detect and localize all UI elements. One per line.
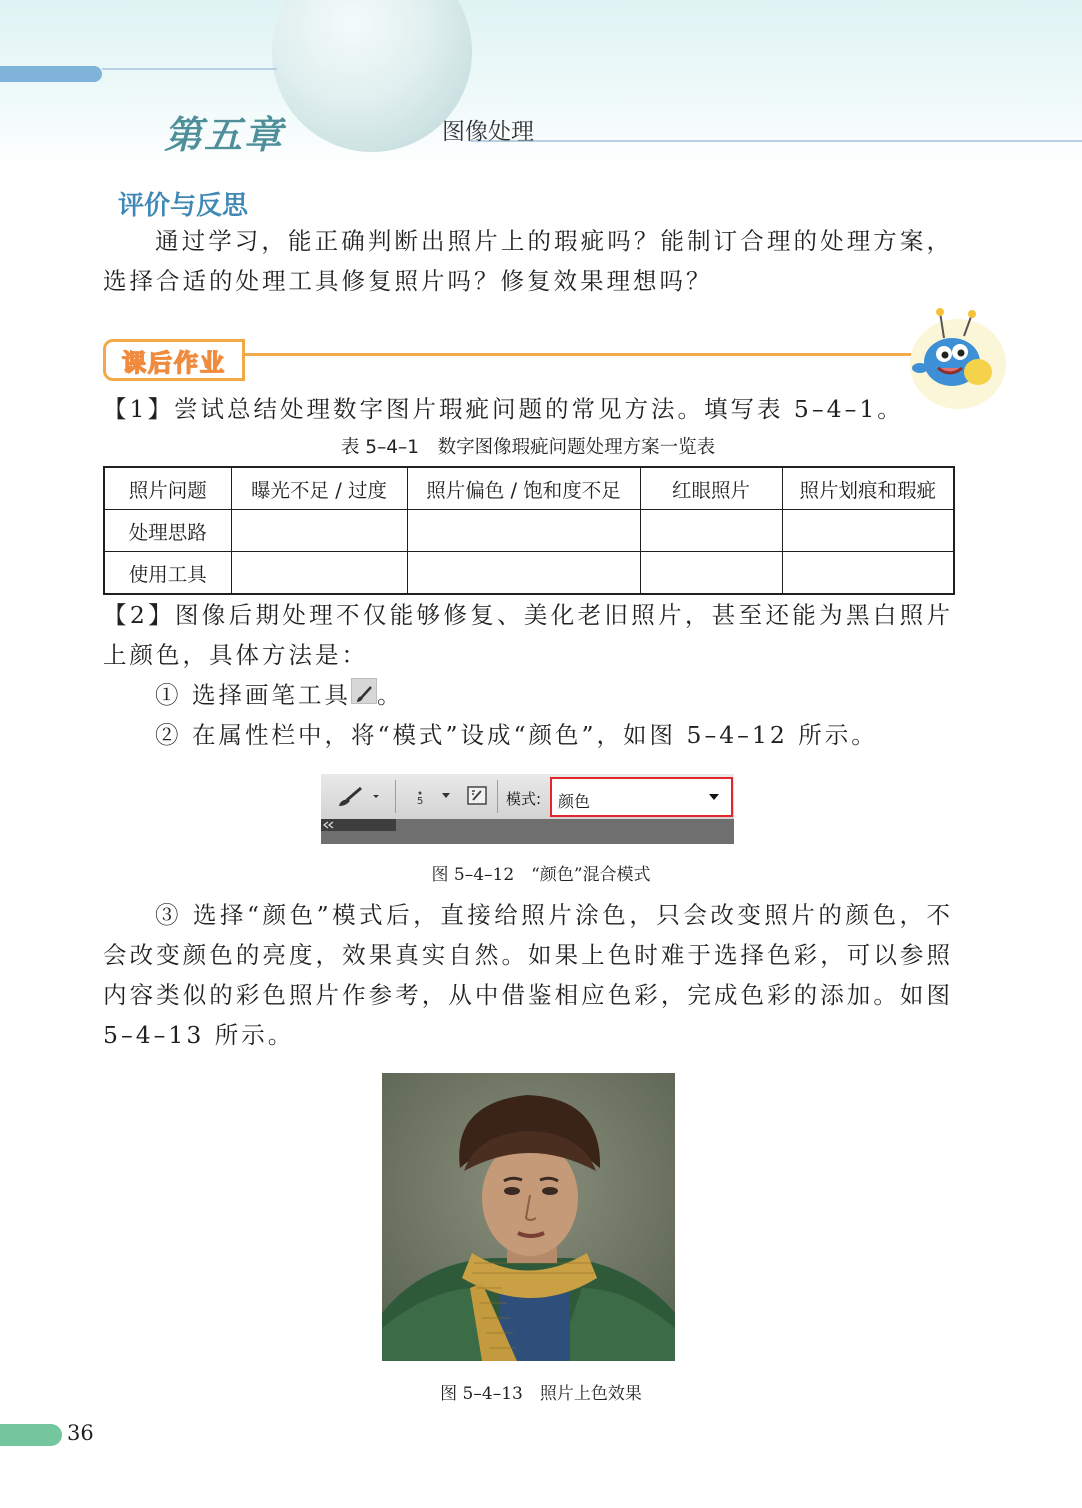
header-tab [0,66,102,82]
brush-tool-icon [351,678,377,704]
brush-panel-icon[interactable] [467,786,489,806]
table-header-cell: 照片问题 [104,467,231,510]
mode-label: 模式: [506,790,542,808]
step-2: ② 在属性栏中，将“模式”设成“颜色”，如图 5–4–12 所示。 [155,721,878,749]
chevron-down-icon [709,794,719,800]
toolbar-separator [395,780,396,813]
toolbar-separator [497,780,498,813]
homework-badge-label: 课后作业 [122,348,226,377]
page-tab [0,1424,62,1446]
table-cell[interactable] [407,510,640,552]
header-rule-top [102,68,277,70]
table-cell[interactable] [782,510,954,552]
homework-rule [240,353,940,356]
table-header-row [104,467,954,510]
header-rule-right [470,140,1082,142]
figure-12-caption: 图 5–4–12 “颜色”混合模式 [431,865,651,885]
table-row-label: 处理思路 [104,510,231,552]
table-cell[interactable] [407,552,640,595]
question-1: 【1】尝试总结处理数字图片瑕疵问题的常见方法。填写表 5–4–1。 [103,395,904,423]
brush-preset-icon[interactable] [335,782,383,810]
table-cell[interactable] [231,552,407,595]
table-cell[interactable] [782,552,954,595]
plan-table [103,466,955,595]
step-3: ③ 选择“颜色”模式后，直接给照片涂色，只会改变照片的颜色，不会改变颜色的亮度，效果真实自然。如果上色时难于选择色彩，可以参照内容类似的彩色照片作参考，从中借鉴相应色彩，完成色彩的添加。如图 5–4–13 所示。 [103,901,953,1049]
table-header-cell: 红眼照片 [640,467,782,510]
table-row [104,510,954,552]
options-bar-figure [321,774,734,844]
table-header-cell: 曝光不足 / 过度 [231,467,407,510]
brush-size-control[interactable] [415,784,425,809]
portrait-illustration [382,1073,675,1361]
figure-13-caption: 图 5–4–13 照片上色效果 [440,1384,642,1404]
table-cell[interactable] [231,510,407,552]
table-cell[interactable] [640,510,782,552]
table-row [104,552,954,595]
double-chevron-left-icon[interactable] [323,821,335,829]
table-cell[interactable] [640,552,782,595]
question-2: 【2】图像后期处理不仅能够修复、美化老旧照片，甚至还能为黑白照片上颜色，具体方法是： [103,601,953,669]
page-number: 36 [67,1421,94,1445]
table-row-label: 使用工具 [104,552,231,595]
brush-size-value: 5 [417,796,424,807]
colorized-portrait-photo [382,1073,675,1361]
chevron-down-icon[interactable] [441,792,451,800]
table-header-cell: 照片偏色 / 饱和度不足 [407,467,640,510]
table-header-cell: 照片划痕和瑕疵 [782,467,954,510]
chapter-title: 第五章 [164,112,285,157]
table-caption: 表 5–4–1 数字图像瑕疵问题处理方案一览表 [340,437,716,458]
section-paragraph: 通过学习，能正确判断出照片上的瑕疵吗？能制订合理的处理方案，选择合适的处理工具修复照片吗？修复效果理想吗？ [103,227,953,295]
mode-select[interactable] [550,777,733,817]
section-heading: 评价与反思 [118,191,249,221]
homework-badge [103,339,245,381]
step-1-end: 。 [376,681,404,709]
mode-select-value: 颜色 [558,792,591,811]
step-1 [155,675,935,715]
header-band [0,0,1082,168]
step-1-text: ① 选择画笔工具 [155,681,351,709]
chapter-subtitle: 图像处理 [442,119,534,145]
